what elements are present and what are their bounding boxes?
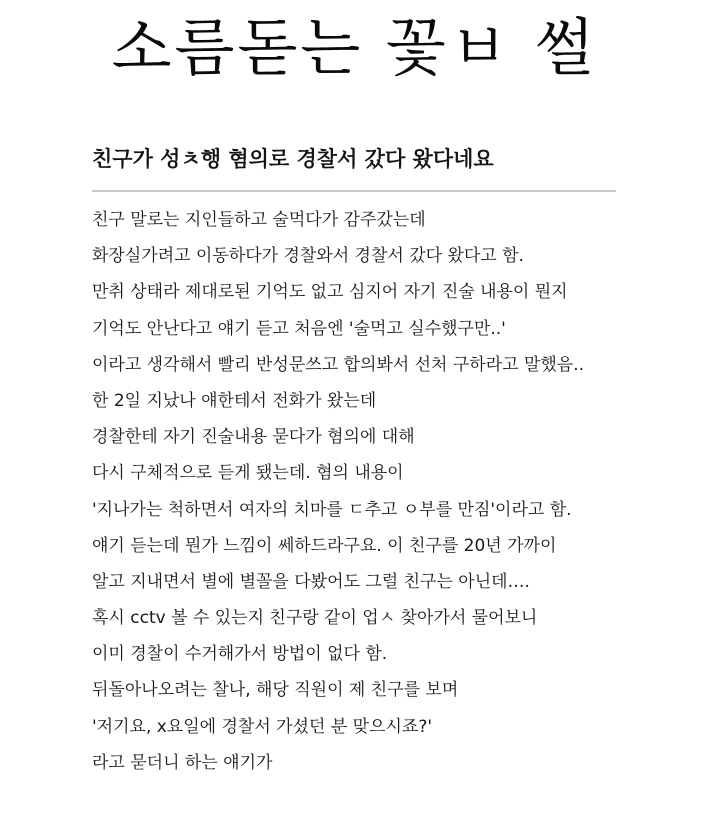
body-line: 이라고 생각해서 빨리 반성문쓰고 합의봐서 선처 구하라고 말했음.. (92, 354, 585, 375)
post-body (92, 202, 652, 781)
body-line: 라고 묻더니 하는 얘기가 (92, 752, 273, 773)
body-line: 다시 구체적으로 듣게 됐는데. 혐의 내용이 (92, 463, 404, 484)
title-divider (92, 190, 616, 192)
body-line: 기억도 안난다고 얘기 듣고 처음엔 '술먹고 실수했구만..' (92, 318, 506, 339)
body-line: 이미 경찰이 수거해가서 방법이 없다 함. (92, 644, 388, 665)
body-line: '저기요, x요일에 경찰서 가셨던 분 맞으시죠?' (92, 716, 433, 737)
body-line: 얘기 듣는데 뭔가 느낌이 쎄하드라구요. 이 친구를 20년 가까이 (92, 535, 557, 556)
body-line: '지나가는 척하면서 여자의 치마를 ㄷ추고 ㅇ부를 만짐'이라고 함. (92, 499, 572, 520)
body-line: 혹시 cctv 볼 수 있는지 친구랑 같이 업ㅅ 찾아가서 물어보니 (92, 608, 538, 629)
body-line: 알고 지내면서 별에 별꼴을 다봤어도 그럴 친구는 아닌데…. (92, 571, 530, 592)
body-line: 친구 말로는 지인들하고 술먹다가 감주갔는데 (92, 210, 426, 230)
body-line: 뒤돌아나오려는 찰나, 해당 직원이 제 친구를 보며 (92, 680, 459, 701)
post-title: 친구가 성ㅊ행 혐의로 경찰서 갔다 왔다네요 (92, 147, 494, 171)
body-line: 경찰한테 자기 진술내용 묻다가 혐의에 대해 (92, 427, 415, 448)
body-line: 한 2일 지났나 얘한테서 전화가 왔는데 (92, 390, 377, 411)
body-line: 화장실가려고 이동하다가 경찰와서 경찰서 갔다 왔다고 함. (92, 246, 524, 267)
page-title: 소름돋는 꽃ㅂ 썰 (111, 11, 598, 84)
body-line: 만취 상태라 제대로된 기억도 없고 심지어 자기 진술 내용이 뭔지 (92, 282, 568, 303)
